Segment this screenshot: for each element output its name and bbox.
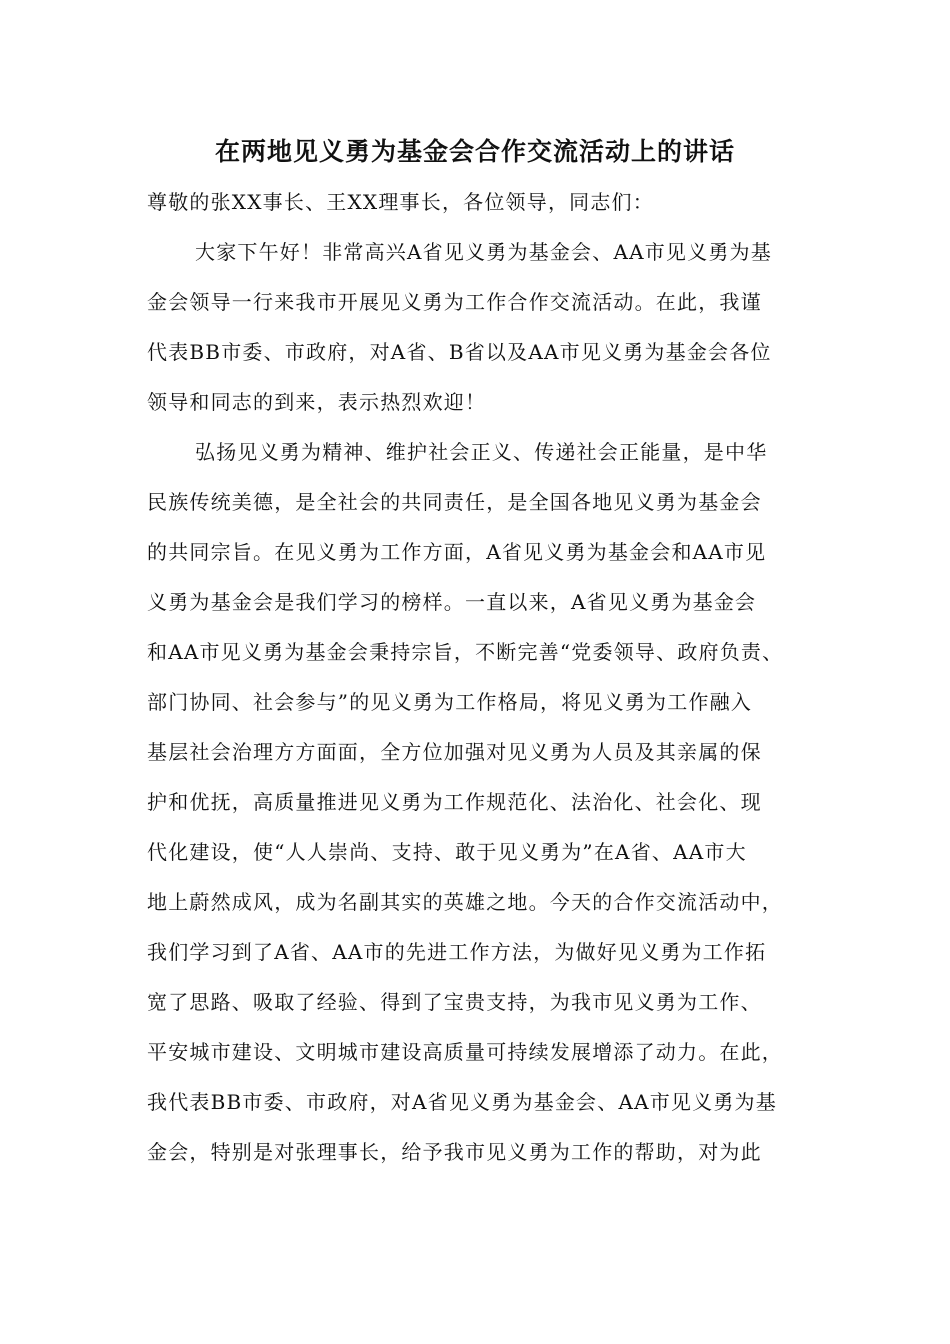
document-title: 在两地见义勇为基金会合作交流活动上的讲话: [214, 137, 735, 166]
text-line: 我代表BB市委、市政府，对A省见义勇为基金会、AA市见义勇为基: [147, 1090, 777, 1114]
text-line: 平安城市建设、文明城市建设高质量可持续发展增添了动力。在此，: [147, 1040, 783, 1064]
text-line: 基层社会治理方方面面，全方位加强对见义勇为人员及其亲属的保: [147, 740, 762, 764]
text-line: 护和优抚，高质量推进见义勇为工作规范化、法治化、社会化、现: [147, 790, 762, 814]
text-line: 金会领导一行来我市开展见义勇为工作合作交流活动。在此，我谨: [147, 290, 762, 314]
text-line: 尊敬的张XX事长、王XX理事长，各位领导，同志们：: [147, 190, 654, 214]
text-line: 民族传统美德，是全社会的共同责任，是全国各地见义勇为基金会: [147, 490, 762, 514]
text-line: 大家下午好！非常高兴A省见义勇为基金会、AA市见义勇为基: [195, 240, 772, 264]
text-line: 和AA市见义勇为基金会秉持宗旨，不断完善“党委领导、政府负责、: [147, 640, 784, 664]
text-line: 我们学习到了A省、AA市的先进工作方法，为做好见义勇为工作拓: [147, 940, 767, 964]
text-line: 义勇为基金会是我们学习的榜样。一直以来，A省见义勇为基金会: [147, 590, 757, 614]
document-body: [147, 182, 827, 1182]
text-line: 的共同宗旨。在见义勇为工作方面，A省见义勇为基金会和AA市见: [147, 540, 767, 564]
text-line: 领导和同志的到来，表示热烈欢迎！: [147, 390, 487, 414]
text-line: 部门协同、社会参与”的见义勇为工作格局，将见义勇为工作融入: [147, 690, 753, 714]
text-line: 地上蔚然成风，成为名副其实的英雄之地。今天的合作交流活动中，: [147, 890, 783, 914]
text-line: 金会，特别是对张理事长，给予我市见义勇为工作的帮助，对为此: [147, 1140, 762, 1164]
text-line: 代表BB市委、市政府，对A省、B省以及AA市见义勇为基金会各位: [147, 340, 772, 364]
text-line: 弘扬见义勇为精神、维护社会正义、传递社会正能量，是中华: [195, 440, 768, 464]
text-line: 代化建设，使“人人崇尚、支持、敢于见义勇为”在A省、AA市大: [147, 840, 747, 864]
text-line: 宽了思路、吸取了经验、得到了宝贵支持，为我市见义勇为工作、: [147, 990, 762, 1014]
